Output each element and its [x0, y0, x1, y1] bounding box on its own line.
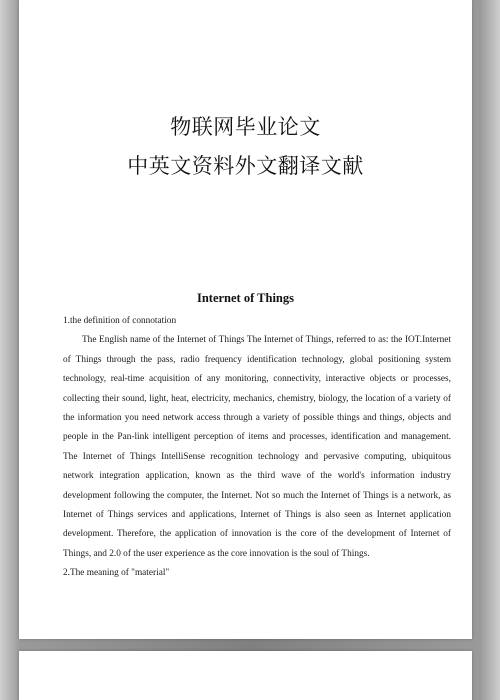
chinese-title-line-2: 中英文资料外文翻译文献	[127, 154, 364, 178]
document-page-2	[19, 651, 472, 700]
section-1-label: 1.the definition of connotation	[63, 316, 177, 326]
section-2-label: 2.The meaning of "material"	[63, 568, 170, 579]
document-body	[63, 312, 451, 584]
chinese-title-line-1: 物联网毕业论文	[170, 115, 321, 139]
document-page-1	[19, 0, 472, 639]
paragraph-1: The English name of the Internet of Things The Internet of Things, referred to as: the IOT.Internet of Things through the pass, radio frequency identification technology, global positioning system technology, real-time acquisition of any monitoring, connectivity, interactive objects or processes, collecting their sound, light, heat, electricity, mechanics, chemistry, biology, the location of a variety of the information you need network access through a variety of possible things and things, objects and people in the Pan-link intelligent perception of items and processes, identification and management. The Internet of Things IntelliSense recognition technology and pervasive computing, ubiquitous network integration application, known as the third wave of the world's information industry development following the computer, the Internet. Not so much the Internet of Things is a network, as Internet of Things services and applications, Internet of Things is also seen as Internet application development. Therefore, the application of innovation is the core of the development of Internet of Things, and 2.0 of the user experience as the core innovation is the soul of Things.	[63, 335, 451, 559]
english-heading: Internet of Things	[196, 291, 294, 305]
